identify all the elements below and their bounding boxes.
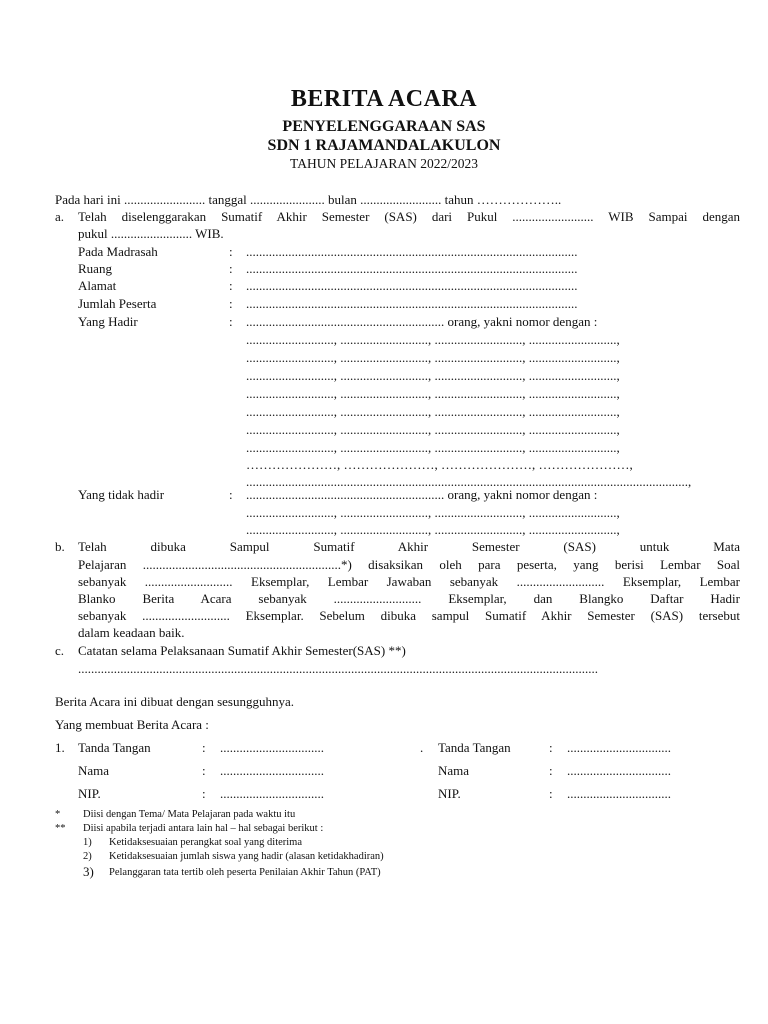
name-field[interactable]: ................................ [220, 763, 324, 778]
tidak-hadir-row[interactable]: ..........................., ..........................., ..........................., ..........................., [246, 505, 620, 520]
name-colon: : [202, 763, 206, 778]
hadir-row[interactable]: …………………, …………………, …………………, …………………, [246, 457, 633, 472]
field-colon: : [229, 278, 233, 293]
field-value[interactable]: ...................................................................................................... [246, 244, 578, 259]
hadir-row[interactable]: ..........................., ..........................., ..........................., ..........................., [246, 422, 620, 437]
tidak-hadir-value[interactable]: ............................................................. orang, yakni nomor dengan : [246, 487, 598, 502]
field-label: Pada Madrasah [78, 244, 158, 259]
footnote-item-text: Ketidaksesuaian perangkat soal yang diterima [109, 837, 303, 848]
section-b-line1: Telah dibuka Sampul Sumatif Akhir Semester (SAS) untuk Mata [78, 539, 740, 554]
hadir-row[interactable]: ........................................................................................................................................, [246, 474, 692, 489]
intro-line: Pada hari ini ......................... tanggal ....................... bulan ......................... tahun ……………….. [55, 192, 562, 207]
field-colon: : [229, 244, 233, 259]
section-a-line1: Telah diselenggarakan Sumatif Akhir Semester (SAS) dari Pukul ......................... WIB Sampai dengan [78, 209, 740, 224]
nip-colon: : [202, 786, 206, 801]
section-b-marker: b. [55, 539, 65, 554]
hadir-row[interactable]: ..........................., ..........................., ..........................., ..........................., [246, 350, 620, 365]
academic-year: TAHUN PELAJARAN 2022/2023 [290, 156, 478, 171]
name-label: Nama [438, 763, 470, 778]
signature-colon: : [549, 740, 553, 755]
section-c-notes-field[interactable]: ................................................................................................................................................................ [78, 661, 598, 676]
name-field[interactable]: ................................ [567, 763, 671, 778]
footnote-item-number: 2) [83, 851, 92, 862]
signature-marker: 1. [55, 740, 65, 755]
field-colon: : [229, 296, 233, 311]
signature-label: Tanda Tangan [438, 740, 511, 755]
field-value[interactable]: ............................................................. orang, yakni nomor dengan : [246, 314, 598, 329]
nip-label: NIP. [78, 786, 101, 801]
tidak-hadir-row[interactable]: ..........................., ..........................., ..........................., ..........................., [246, 522, 620, 537]
signature-field[interactable]: ................................ [567, 740, 671, 755]
footnote-text: Diisi apabila terjadi antara lain hal – hal sebagai berikut : [83, 823, 324, 834]
section-c-line1: Catatan selama Pelaksanaan Sumatif Akhir Semester(SAS) **) [78, 643, 406, 658]
tidak-hadir-colon: : [229, 487, 233, 502]
section-c-marker: c. [55, 643, 65, 658]
field-label: Alamat [78, 278, 117, 293]
nip-field[interactable]: ................................ [567, 786, 671, 801]
hadir-row[interactable]: ..........................., ..........................., ..........................., ..........................., [246, 440, 620, 455]
school-name: SDN 1 RAJAMANDALAKULON [267, 137, 501, 154]
footnote-item-text: Pelanggaran tata tertib oleh peserta Penilaian Akhir Tahun (PAT) [109, 867, 381, 878]
signature-marker: . [420, 740, 424, 755]
section-b-line5: sebanyak ........................... Eksemplar. Sebelum dibuka sampul Sumatif Akhir Semester (SAS) tersebut [78, 608, 740, 623]
field-value[interactable]: ...................................................................................................... [246, 296, 578, 311]
field-value[interactable]: ...................................................................................................... [246, 278, 578, 293]
footnote-marker: * [55, 809, 61, 820]
footnote-marker: ** [55, 823, 66, 834]
section-b-line4: Blanko Berita Acara sebanyak ........................... Eksemplar, dan Blangko Daftar Hadir [78, 591, 740, 606]
footnote-item-number: 3) [83, 864, 94, 879]
hadir-row[interactable]: ..........................., ..........................., ..........................., ..........................., [246, 404, 620, 419]
footnote-item-text: Ketidaksesuaian jumlah siswa yang hadir (alasan ketidakhadiran) [109, 851, 384, 862]
signature-label: Tanda Tangan [78, 740, 151, 755]
field-colon: : [229, 314, 233, 329]
section-a-marker: a. [55, 209, 65, 224]
section-b-line2: Pelajaran .............................................................*) disaksikan oleh para peserta, yang berisi Lembar Soal [78, 557, 740, 572]
field-value[interactable]: ...................................................................................................... [246, 261, 578, 276]
signature-field[interactable]: ................................ [220, 740, 324, 755]
nip-label: NIP. [438, 786, 461, 801]
section-b-line6: dalam keadaan baik. [78, 625, 185, 640]
field-label: Jumlah Peserta [78, 296, 157, 311]
name-label: Nama [78, 763, 110, 778]
hadir-row[interactable]: ..........................., ..........................., ..........................., ..........................., [246, 368, 620, 383]
field-colon: : [229, 261, 233, 276]
document-subtitle: PENYELENGGARAAN SAS [282, 118, 486, 135]
name-colon: : [549, 763, 553, 778]
footnote-item-number: 1) [83, 837, 92, 848]
nip-field[interactable]: ................................ [220, 786, 324, 801]
hadir-row[interactable]: ..........................., ..........................., ..........................., ..........................., [246, 332, 620, 347]
maker-label: Yang membuat Berita Acara : [55, 717, 209, 732]
nip-colon: : [549, 786, 553, 801]
field-label: Ruang [78, 261, 112, 276]
document-title: BERITA ACARA [290, 86, 478, 112]
tidak-hadir-label: Yang tidak hadir [78, 487, 165, 502]
footnote-text: Diisi dengan Tema/ Mata Pelajaran pada waktu itu [83, 809, 296, 820]
section-b-line3: sebanyak ........................... Eksemplar, Lembar Jawaban sebanyak ........................... Eksemplar, Lembar [78, 574, 740, 589]
closing-statement: Berita Acara ini dibuat dengan sesungguhnya. [55, 694, 294, 709]
signature-colon: : [202, 740, 206, 755]
field-label: Yang Hadir [78, 314, 138, 329]
hadir-row[interactable]: ..........................., ..........................., ..........................., ..........................., [246, 386, 620, 401]
section-a-line2: pukul ......................... WIB. [78, 226, 224, 241]
